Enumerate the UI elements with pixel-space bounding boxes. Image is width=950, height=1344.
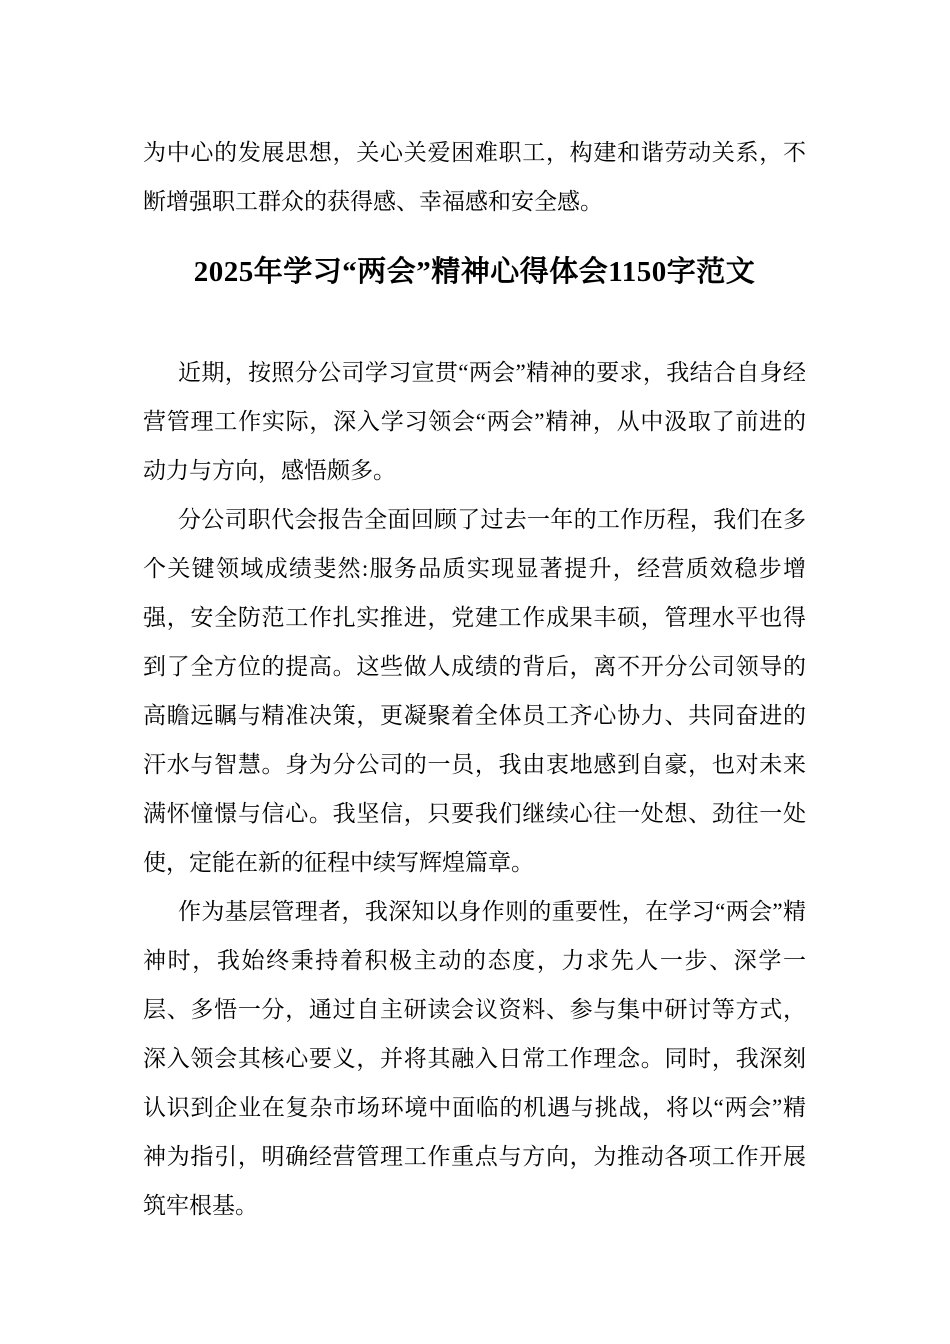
document-title: 2025年学习“两会”精神心得体会1150字范文 — [193, 256, 756, 288]
continued-paragraph: 为中心的发展思想，关心关爱困难职工，构建和谐劳动关系，不断增强职工群众的获得感、幸福感和安全感。 — [143, 140, 806, 214]
body-paragraph: 近期，按照分公司学习宣贯“两会”精神的要求，我结合自身经营管理工作实际，深入学习领会“两会”精神，从中汲取了前进的动力与方向，感悟颇多。 — [143, 360, 806, 483]
body-paragraph: 作为基层管理者，我深知以身作则的重要性，在学习“两会”精神时，我始终秉持着积极主动的态度，力求先人一步、深学一层、多悟一分，通过自主研读会议资料、参与集中研讨等方式， 深入领会其核心要义，并将其融入日常工作理念。同时，我深刻认识到企业在复杂市场环境中面临的机遇与挑战，将以“两会”精神为指引，明确经营管理工作重点与方向，为推动各项工作开展筑牢根基。 — [143, 899, 806, 1218]
body-paragraph: 分公司职代会报告全面回顾了过去一年的工作历程，我们在多个关键领域成绩斐然:服务品质实现显著提升，经营质效稳步增强，安全防范工作扎实推进，党建工作成果丰硕，管理水平也得到了全方位的提高。这些做人成绩的背后，离不开分公司领导的高瞻远瞩与精准决策，更凝聚着全体员工齐心协力、共同奋进的汗水与智慧。身为分公司的一员，我由衷地感到自豪，也对未来满怀憧憬与信心。我坚信，只要我们继续心往一处想、劲往一处使，定能在新的征程中续写辉煌篇章。 — [143, 507, 806, 875]
